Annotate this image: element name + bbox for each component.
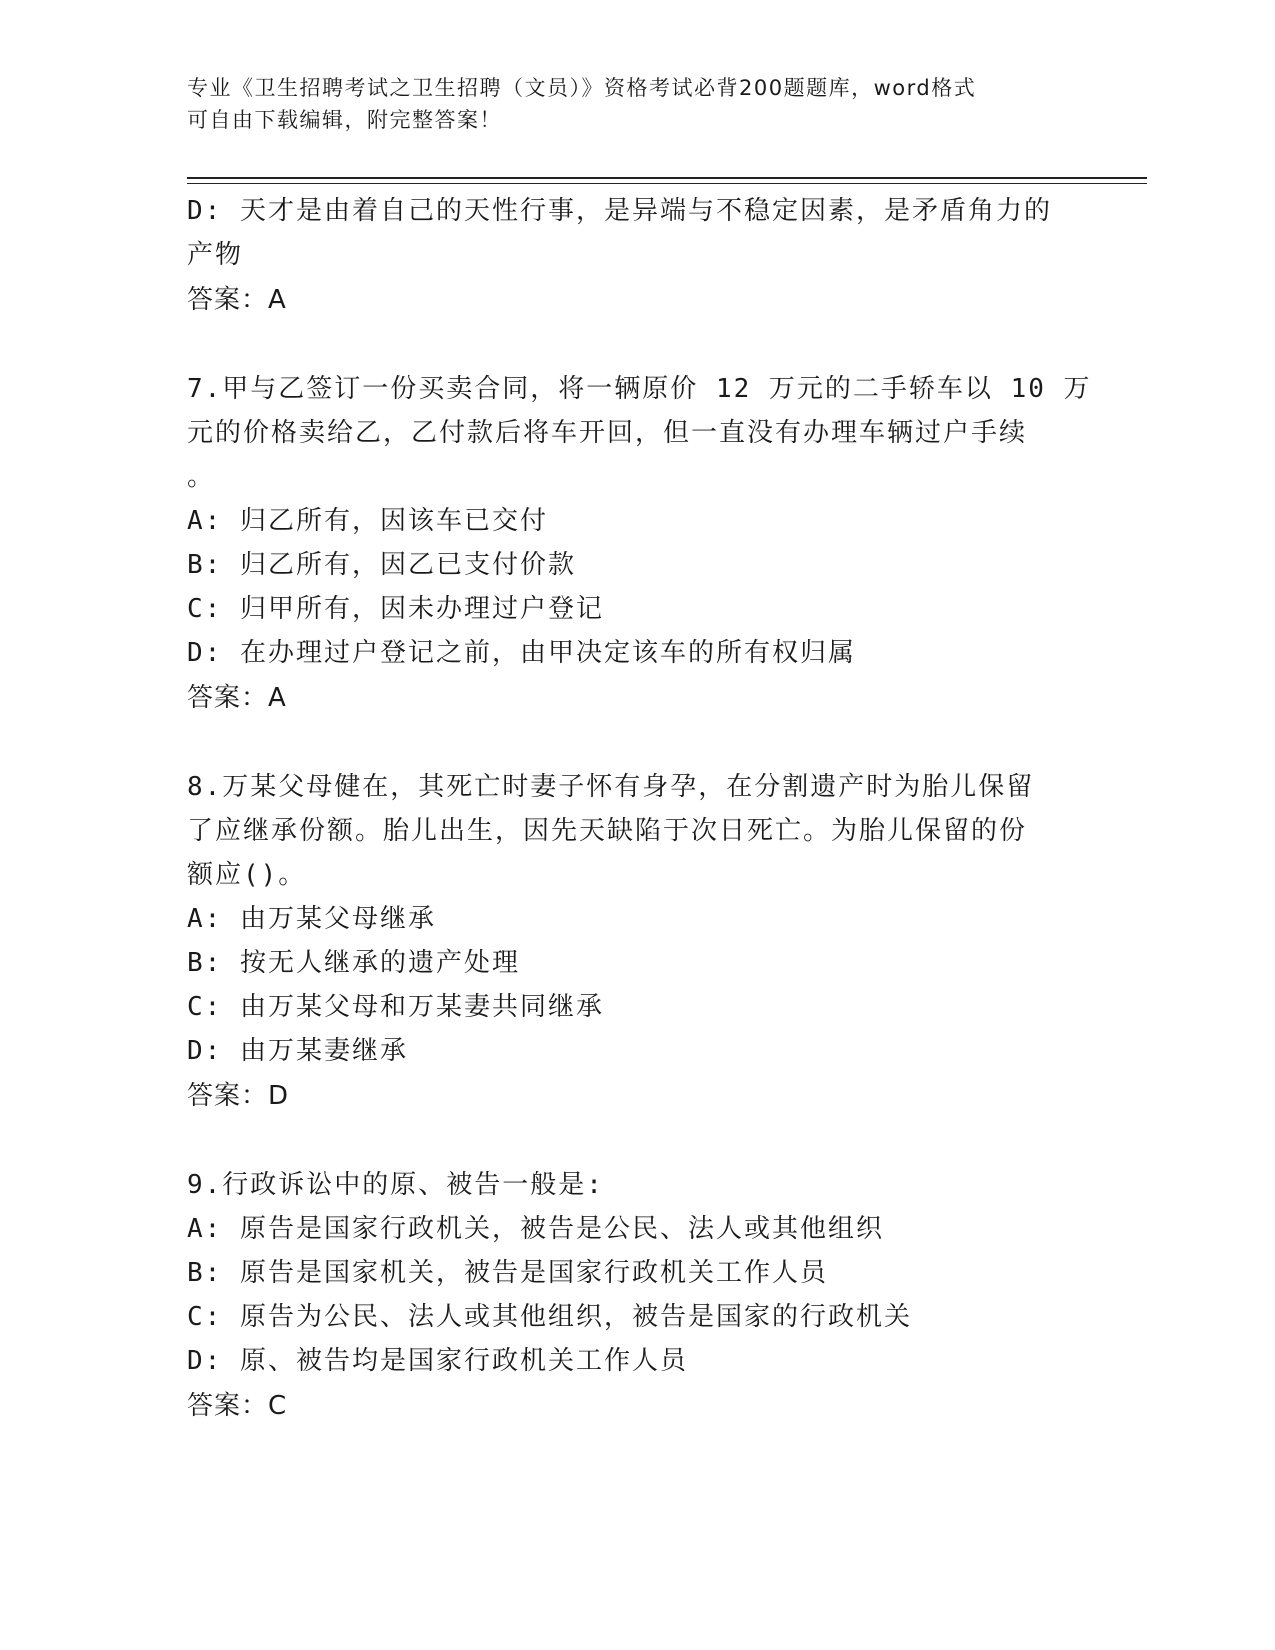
question-stem: 7.甲与乙签订一份买卖合同，将一辆原价 12 万元的二手轿车以 10 万 [187, 374, 1092, 404]
question-6-continued [187, 189, 1087, 323]
option-a: A: 原告是国家行政机关，被告是公民、法人或其他组织 [187, 1214, 884, 1244]
option-b: B: 归乙所有，因乙已支付价款 [187, 550, 576, 580]
option-a: A: 归乙所有，因该车已交付 [187, 506, 548, 536]
question-9 [187, 1163, 1087, 1429]
question-stem-continued: 了应继承份额。胎儿出生，因先天缺陷于次日死亡。为胎儿保留的份 [187, 816, 1028, 846]
header-title-line-2: 可自由下载编辑，附完整答案！ [187, 108, 502, 132]
option-d: D: 由万某妻继承 [187, 1036, 408, 1066]
question-stem-end: 。 [187, 462, 216, 492]
option-c: C: 原告为公民、法人或其他组织，被告是国家的行政机关 [187, 1302, 912, 1332]
question-stem: 9.行政诉讼中的原、被告一般是: [187, 1170, 604, 1200]
option-b: B: 按无人继承的遗产处理 [187, 948, 520, 978]
document-header [187, 72, 1067, 136]
answer-line: 答案：C [187, 1391, 288, 1421]
header-divider-thin [187, 183, 1147, 184]
option-a: A: 由万某父母继承 [187, 904, 436, 934]
header-title-line-1: 专业《卫生招聘考试之卫生招聘（文员）》资格考试必背200题题库，word格式 [187, 76, 977, 100]
answer-line: 答案：A [187, 683, 287, 713]
answer-line: 答案：D [187, 1081, 290, 1111]
option-d: D: 天才是由着自己的天性行事，是异端与不稳定因素，是矛盾角力的 [187, 196, 1052, 226]
question-stem-end: 额应()。 [187, 860, 307, 890]
question-stem-continued: 元的价格卖给乙，乙付款后将车开回，但一直没有办理车辆过户手续 [187, 418, 1028, 448]
question-spacer [187, 721, 1087, 765]
header-divider-thick [187, 177, 1147, 179]
option-d: D: 在办理过户登记之前，由甲决定该车的所有权归属 [187, 638, 856, 668]
question-8 [187, 765, 1087, 1119]
option-b: B: 原告是国家机关，被告是国家行政机关工作人员 [187, 1258, 828, 1288]
question-7 [187, 367, 1092, 721]
question-spacer [187, 1119, 1087, 1163]
option-d-continued: 产物 [187, 240, 244, 270]
answer-line: 答案：A [187, 285, 287, 315]
question-list [187, 189, 1092, 1429]
option-c: C: 归甲所有，因未办理过户登记 [187, 594, 604, 624]
question-stem: 8.万某父母健在，其死亡时妻子怀有身孕，在分割遗产时为胎儿保留 [187, 772, 1035, 802]
option-d: D: 原、被告均是国家行政机关工作人员 [187, 1346, 688, 1376]
option-c: C: 由万某父母和万某妻共同继承 [187, 992, 604, 1022]
question-spacer [187, 323, 1087, 367]
